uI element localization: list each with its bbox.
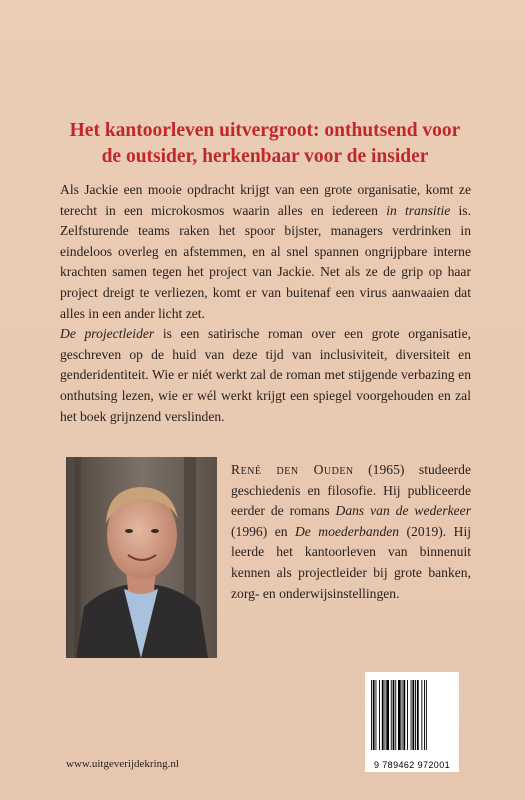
bio-text: (2019). Hij leerde het kantoorleven van binnenuit kennen als projectleider bij grote banken, zorg- en onderwijsinstellingen. bbox=[231, 523, 471, 601]
blurb bbox=[60, 180, 471, 427]
bio-text: (1996) en bbox=[231, 523, 295, 539]
barcode-bars bbox=[365, 672, 459, 758]
blurb-emphasis: in transitie bbox=[386, 202, 451, 218]
author-portrait-image bbox=[66, 457, 217, 658]
book-title: Dans van de wederkeer bbox=[335, 503, 471, 519]
headline-line-1: Het kantoorleven uitvergroot: onthutsend voor bbox=[69, 120, 461, 141]
headline bbox=[60, 118, 470, 170]
publisher-website[interactable]: www.uitgeverijdekring.nl bbox=[66, 758, 179, 770]
book-title: De projectleider bbox=[60, 326, 155, 342]
headline-line-2: de outsider, herkenbaar voor de insider bbox=[101, 146, 429, 167]
author-name: René den Ouden bbox=[231, 462, 354, 477]
author-bio bbox=[231, 460, 471, 604]
blurb-text: is. Zelfsturende teams raken het spoor bijster, managers verdrinken in eindeloos overleg en afstemmen, en al snel spannen ongrijpbare interne krachten samen tegen het project van Jackie. Net als ze de grip op haar project dreigt te verliezen, komt er van buitenaf een virus aanwaaien dat alles in een ander licht zet. bbox=[60, 202, 471, 321]
blurb-text: is een satirische roman over een grote organisatie, geschreven op de huid van deze tijd van inclusiviteit, diversiteit en genderidentiteit. Wie er niét werkt zal de roman met stijgende verbazing en onthutsing lezen, wie er wél werkt krijgt een spiegel voorgehouden en zal het boek grijnzend verslinden. bbox=[60, 326, 471, 424]
book-title: De moederbanden bbox=[294, 523, 400, 539]
blurb-paragraph-1 bbox=[60, 180, 471, 324]
bio-text: (1965) studeerde geschiedenis en filosofie. Hij publiceerde eerder de romans bbox=[231, 462, 471, 519]
blurb-paragraph-2 bbox=[60, 324, 471, 427]
isbn-number: 9 789462 972001 bbox=[373, 760, 451, 770]
blurb-text: Als Jackie een mooie opdracht krijgt van een grote organisatie, komt ze terecht in een microkosmos waarin alles en iedereen bbox=[60, 182, 471, 218]
barcode bbox=[365, 672, 459, 772]
author-photo bbox=[66, 457, 217, 658]
